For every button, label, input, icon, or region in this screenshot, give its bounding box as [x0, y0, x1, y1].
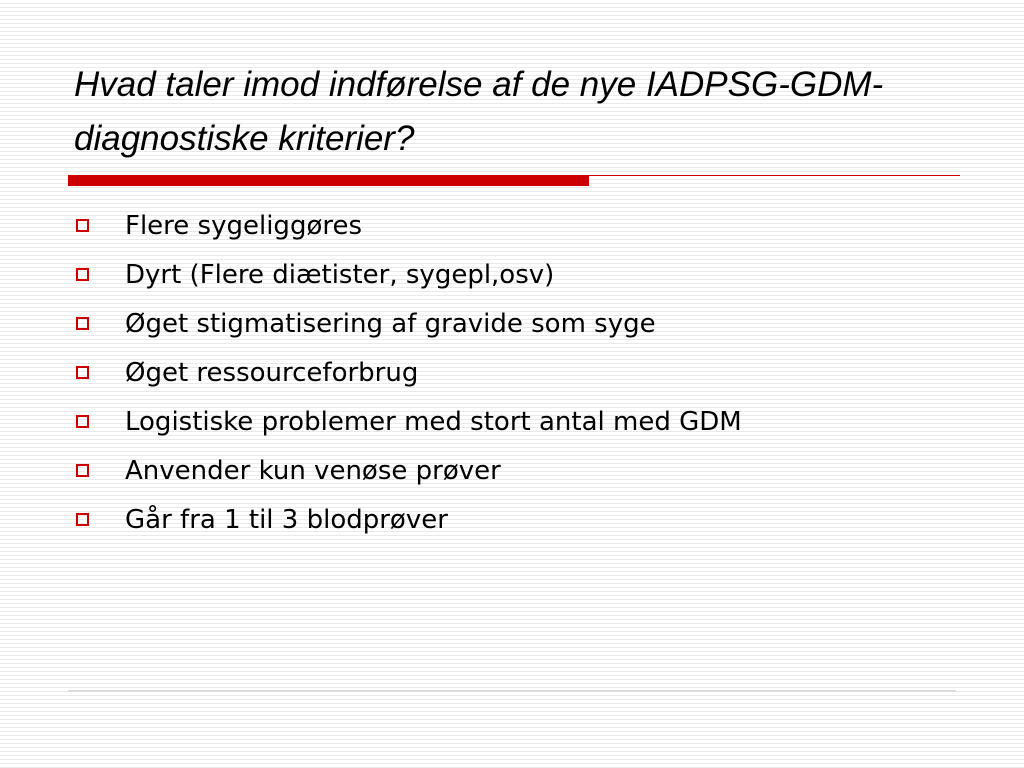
hollow-square-icon — [76, 268, 89, 281]
bullet-text: Dyrt (Flere diætister, sygepl,osv) — [125, 259, 555, 290]
bullet-text: Flere sygeliggøres — [125, 210, 363, 241]
list-item — [74, 397, 742, 446]
list-item — [74, 446, 742, 495]
hollow-square-icon — [76, 366, 89, 379]
list-item — [74, 299, 742, 348]
bullet-text: Går fra 1 til 3 blodprøver — [125, 504, 448, 535]
bullet-list — [74, 201, 742, 544]
hollow-square-icon — [76, 317, 89, 330]
list-item — [74, 348, 742, 397]
bullet-text: Øget stigmatisering af gravide som syge — [125, 308, 656, 339]
list-item — [74, 495, 742, 544]
hollow-square-icon — [76, 464, 89, 477]
slide-title: Hvad taler imod indførelse af de nye IADPSG-GDM-diagnostiske kriterier? — [74, 65, 884, 158]
footer-divider — [68, 690, 956, 692]
hollow-square-icon — [76, 513, 89, 526]
bullet-text: Øget ressourceforbrug — [125, 357, 419, 388]
bullet-text: Logistiske problemer med stort antal med GDM — [125, 406, 742, 437]
title-underline-thin — [589, 175, 960, 176]
hollow-square-icon — [76, 219, 89, 232]
bullet-text: Anvender kun venøse prøver — [125, 455, 501, 486]
hollow-square-icon — [76, 415, 89, 428]
list-item — [74, 250, 742, 299]
list-item — [74, 201, 742, 250]
title-underline-thick — [68, 175, 589, 186]
